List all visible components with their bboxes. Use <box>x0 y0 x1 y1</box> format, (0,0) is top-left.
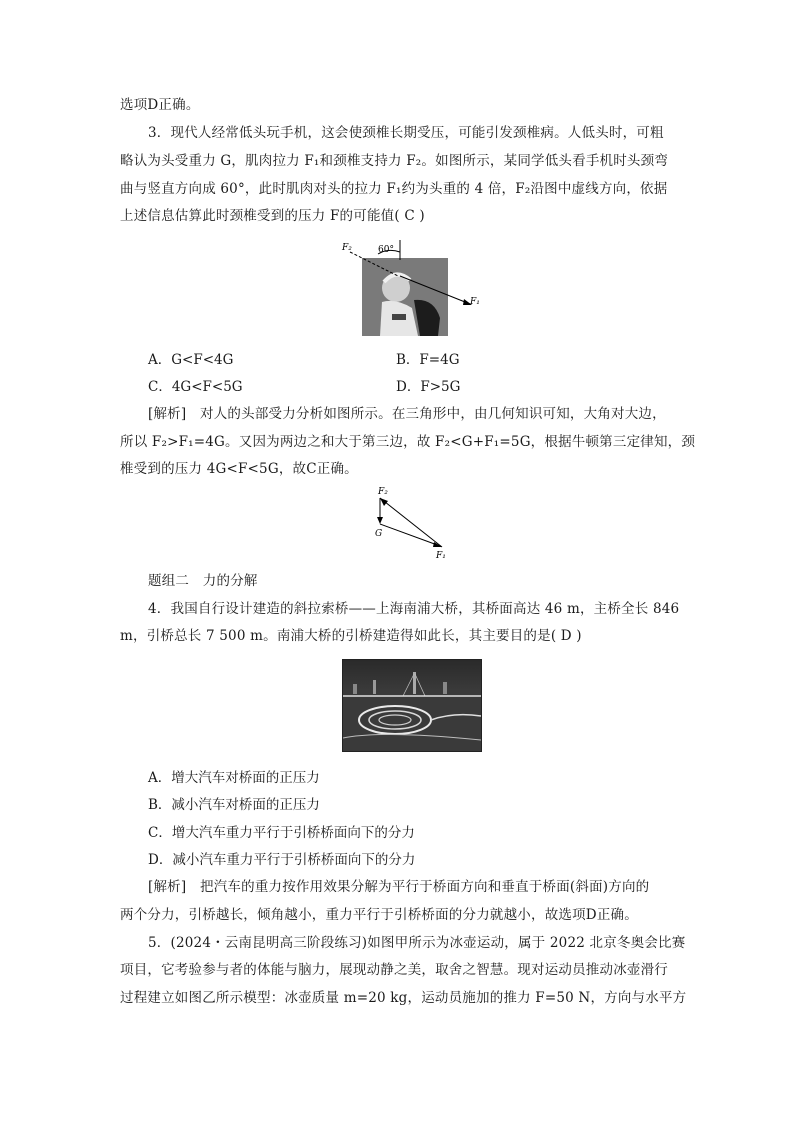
option-a: A．增大汽车对桥面的正压力 <box>148 770 320 786</box>
text-line: 选项D正确。 <box>120 97 200 113</box>
neck-force-figure <box>338 238 488 338</box>
option-c: C．增大汽车重力平行于引桥桥面向下的分力 <box>148 825 415 841</box>
analysis-line: [解析] 对人的头部受力分析如图所示。在三角形中，由几何知识可知，大角对大边， <box>148 406 666 422</box>
analysis-line: [解析] 把汽车的重力按作用效果分解为平行于桥面方向和垂直于桥面(斜面)方向的 <box>148 879 650 895</box>
bridge-photo <box>342 659 482 752</box>
option-a: A．G<F<4G <box>148 352 234 368</box>
section-heading: 题组二 力的分解 <box>148 573 258 589</box>
question-3-line: 曲与竖直方向成 60°，此时肌肉对头的拉力 F₁约为头重的 4 倍，F₂沿图中虚线方向，依据 <box>120 181 668 197</box>
angle-label: 60° <box>378 245 394 255</box>
question-3-line: 3．现代人经常低头玩手机，这会使颈椎长期受压，可能引发颈椎病。人低头时，可粗 <box>148 125 664 141</box>
option-d: D．减小汽车重力平行于引桥桥面向下的分力 <box>148 852 416 868</box>
option-b: B．减小汽车对桥面的正压力 <box>148 797 320 813</box>
question-3-line: 上述信息估算此时颈椎受到的压力 F的可能值( C ) <box>120 208 425 224</box>
question-5-line: 5．(2024・云南昆明高三阶段练习)如图甲所示为冰壶运动，属于 2022 北京冬奥会比赛 <box>148 935 686 951</box>
question-5-line: 项目，它考验参与者的体能与脑力，展现动静之美，取舍之智慧。现对运动员推动冰壶滑行 <box>120 962 668 978</box>
question-3-line: 略认为头受重力 G，肌肉拉力 F₁和颈椎支持力 F₂。如图所示，某同学低头看手机时头颈弯 <box>120 153 669 169</box>
analysis-line: 所以 F₂>F₁=4G。又因为两边之和大于第三边，故 F₂<G+F₁=5G，根据牛顿第三定律知，颈 <box>120 434 696 450</box>
force-triangle-figure <box>372 484 452 564</box>
f2-label: F₂ <box>342 243 352 253</box>
f1-label: F₁ <box>470 297 480 307</box>
f1-label: F₁ <box>436 551 446 561</box>
g-label: G <box>375 529 383 539</box>
option-b: B．F=4G <box>396 352 460 368</box>
question-4-line: 4．我国自行设计建造的斜拉索桥——上海南浦大桥，其桥面高达 46 m，主桥全长 846 <box>148 601 680 617</box>
option-d: D．F>5G <box>396 379 461 395</box>
question-5-line: 过程建立如图乙所示模型：冰壶质量 m=20 kg，运动员施加的推力 F=50 N，方向与水平方 <box>120 990 687 1006</box>
analysis-line: 椎受到的压力 4G<F<5G，故C正确。 <box>120 461 358 477</box>
question-4-line: m，引桥总长 7 500 m。南浦大桥的引桥建造得如此长，其主要目的是( D ) <box>120 628 582 644</box>
f2-label: F₂ <box>378 487 388 497</box>
option-c: C．4G<F<5G <box>148 379 243 395</box>
analysis-line: 两个分力，引桥越长，倾角越小，重力平行于引桥桥面的分力就越小，故选项D正确。 <box>120 907 638 923</box>
